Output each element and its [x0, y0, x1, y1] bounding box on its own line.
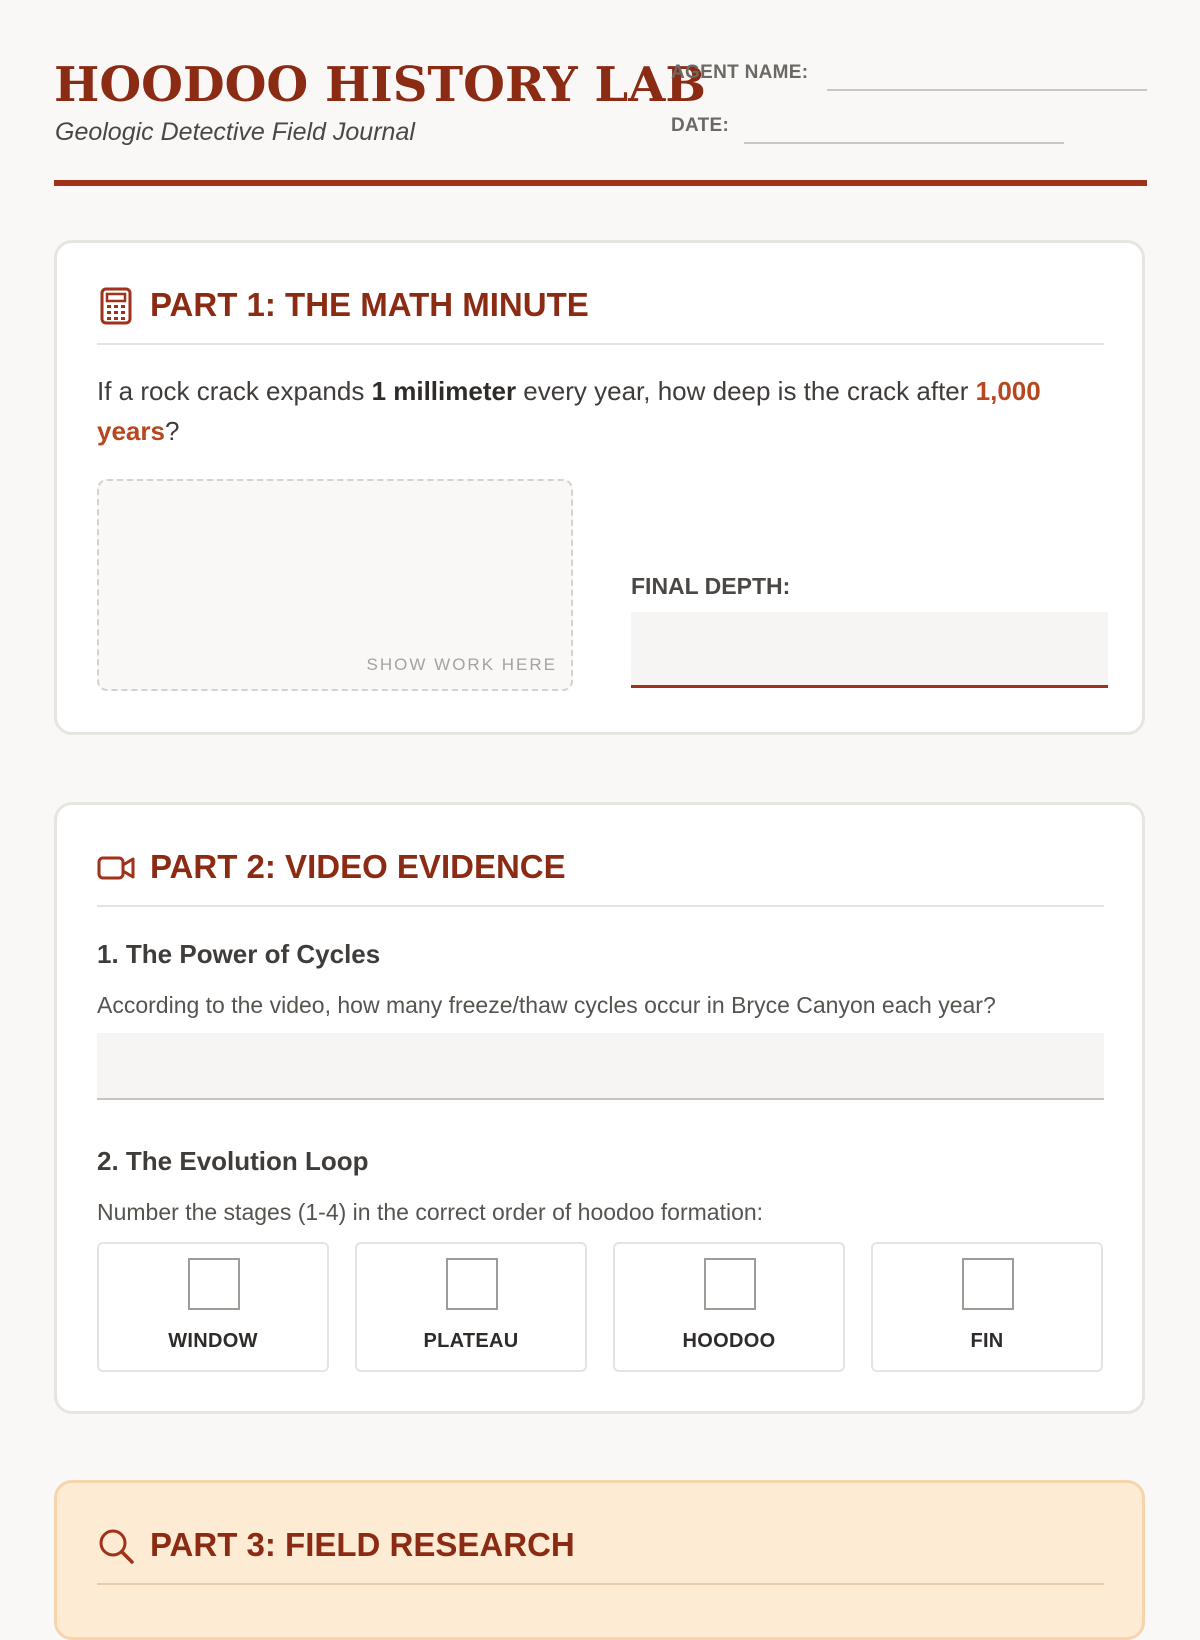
final-depth-field[interactable] [631, 612, 1108, 688]
question-accent-value: 1,000 years [97, 376, 1041, 446]
part1-card [54, 240, 1145, 735]
stage-number-box[interactable] [446, 1258, 498, 1310]
final-depth-label: FINAL DEPTH: [631, 573, 791, 599]
show-work-hint: SHOW WORK HERE [366, 655, 557, 674]
page-title: HOODOO HISTORY LAB [54, 57, 706, 113]
part2-heading: PART 2: VIDEO EVIDENCE [150, 848, 566, 885]
agent-name-label: AGENT NAME: [671, 62, 809, 83]
stage-number-box[interactable] [962, 1258, 1014, 1310]
stage-label: PLATEAU [423, 1330, 519, 1352]
date-label: DATE: [671, 115, 730, 136]
q1-title: 1. The Power of Cycles [97, 939, 381, 969]
stage-label: FIN [970, 1330, 1004, 1352]
video-camera-icon [97, 849, 135, 887]
cycles-answer-field[interactable] [97, 1033, 1104, 1100]
question-bold-value: 1 millimeter [371, 376, 517, 406]
part1-question [97, 371, 1057, 451]
part3-heading: PART 3: FIELD RESEARCH [150, 1526, 575, 1563]
question-text-end: ? [164, 416, 180, 446]
page-subtitle: Geologic Detective Field Journal [55, 118, 415, 146]
part1-header [97, 283, 1104, 345]
stage-card [355, 1242, 587, 1372]
question-text-start: If a rock crack expands [97, 376, 372, 406]
q2-title: 2. The Evolution Loop [97, 1146, 369, 1176]
calculator-icon [97, 287, 135, 325]
part2-header [97, 845, 1104, 907]
stage-label: HOODOO [682, 1330, 776, 1352]
agent-name-field[interactable] [827, 89, 1147, 91]
part3-header [97, 1523, 1104, 1585]
q2-text: Number the stages (1-4) in the correct order of hoodoo formation: [97, 1199, 764, 1225]
search-icon [97, 1527, 135, 1565]
worksheet-header [54, 55, 1147, 187]
stage-card [871, 1242, 1103, 1372]
stage-number-box[interactable] [188, 1258, 240, 1310]
stage-number-box[interactable] [704, 1258, 756, 1310]
stage-card [613, 1242, 845, 1372]
q1-text: According to the video, how many freeze/thaw cycles occur in Bryce Canyon each year? [97, 992, 996, 1018]
part1-heading: PART 1: THE MATH MINUTE [150, 286, 589, 323]
part2-card [54, 802, 1145, 1414]
header-divider [54, 180, 1147, 186]
stage-card [97, 1242, 329, 1372]
stage-label: WINDOW [168, 1330, 258, 1352]
part3-card [54, 1480, 1145, 1640]
show-work-area[interactable] [97, 479, 573, 691]
date-field[interactable] [744, 142, 1064, 144]
question-text-middle: every year, how deep is the crack after [516, 376, 976, 406]
